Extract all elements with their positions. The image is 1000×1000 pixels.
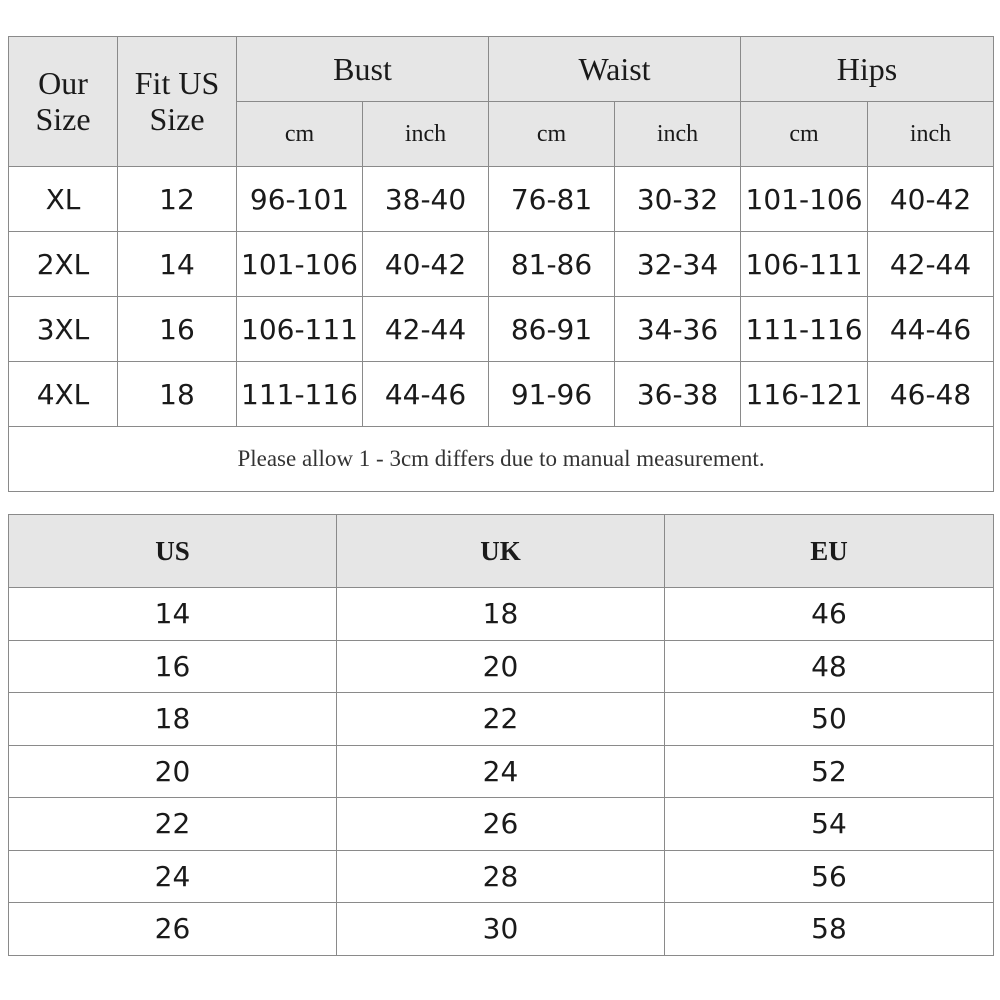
- cell-bust-cm: 106-111: [237, 297, 363, 362]
- cell-uk: 22: [337, 693, 665, 746]
- cell-eu: 56: [665, 850, 994, 903]
- cell-waist-cm: 86-91: [489, 297, 615, 362]
- cell-eu: 54: [665, 798, 994, 851]
- header-hips: Hips: [741, 37, 994, 102]
- cell-bust-inch: 40-42: [363, 232, 489, 297]
- unit-hips-inch: inch: [868, 102, 994, 167]
- cell-hips-inch: 40-42: [868, 167, 994, 232]
- cell-us: 20: [9, 745, 337, 798]
- cell-hips-inch: 46-48: [868, 362, 994, 427]
- size-conversion-table: [8, 514, 994, 956]
- header-eu: EU: [665, 515, 994, 588]
- cell-eu: 50: [665, 693, 994, 746]
- table-row: [9, 297, 994, 362]
- cell-bust-cm: 111-116: [237, 362, 363, 427]
- cell-us: 18: [9, 693, 337, 746]
- cell-our-size: 2XL: [9, 232, 118, 297]
- table-row: [9, 693, 994, 746]
- cell-us: 26: [9, 903, 337, 956]
- cell-uk: 28: [337, 850, 665, 903]
- unit-hips-cm: cm: [741, 102, 868, 167]
- cell-bust-inch: 42-44: [363, 297, 489, 362]
- cell-eu: 52: [665, 745, 994, 798]
- cell-our-size: XL: [9, 167, 118, 232]
- table-row: [9, 362, 994, 427]
- unit-bust-inch: inch: [363, 102, 489, 167]
- cell-uk: 18: [337, 588, 665, 641]
- cell-uk: 30: [337, 903, 665, 956]
- cell-hips-cm: 106-111: [741, 232, 868, 297]
- unit-waist-inch: inch: [615, 102, 741, 167]
- cell-hips-cm: 101-106: [741, 167, 868, 232]
- cell-fit-us-size: 18: [118, 362, 237, 427]
- cell-hips-inch: 42-44: [868, 232, 994, 297]
- header-our-size: Our Size: [9, 37, 118, 167]
- cell-our-size: 4XL: [9, 362, 118, 427]
- cell-eu: 58: [665, 903, 994, 956]
- unit-waist-cm: cm: [489, 102, 615, 167]
- cell-us: 16: [9, 640, 337, 693]
- cell-eu: 48: [665, 640, 994, 693]
- cell-uk: 26: [337, 798, 665, 851]
- header-us: US: [9, 515, 337, 588]
- cell-hips-inch: 44-46: [868, 297, 994, 362]
- cell-us: 24: [9, 850, 337, 903]
- cell-uk: 20: [337, 640, 665, 693]
- cell-bust-cm: 96-101: [237, 167, 363, 232]
- size-chart-table: [8, 36, 994, 492]
- header-uk: UK: [337, 515, 665, 588]
- table-row: [9, 167, 994, 232]
- cell-us: 22: [9, 798, 337, 851]
- measurement-note: Please allow 1 - 3cm differs due to manual measurement.: [9, 427, 994, 492]
- cell-bust-cm: 101-106: [237, 232, 363, 297]
- cell-fit-us-size: 12: [118, 167, 237, 232]
- cell-waist-inch: 34-36: [615, 297, 741, 362]
- cell-waist-inch: 30-32: [615, 167, 741, 232]
- cell-our-size: 3XL: [9, 297, 118, 362]
- header-bust: Bust: [237, 37, 489, 102]
- table-row: [9, 850, 994, 903]
- cell-uk: 24: [337, 745, 665, 798]
- cell-waist-inch: 32-34: [615, 232, 741, 297]
- cell-fit-us-size: 16: [118, 297, 237, 362]
- table-row: [9, 640, 994, 693]
- table-row: [9, 232, 994, 297]
- cell-waist-cm: 76-81: [489, 167, 615, 232]
- table-row: [9, 745, 994, 798]
- cell-fit-us-size: 14: [118, 232, 237, 297]
- cell-bust-inch: 44-46: [363, 362, 489, 427]
- header-fit-us-size: Fit US Size: [118, 37, 237, 167]
- header-waist: Waist: [489, 37, 741, 102]
- cell-hips-cm: 116-121: [741, 362, 868, 427]
- cell-waist-inch: 36-38: [615, 362, 741, 427]
- table-row: [9, 903, 994, 956]
- table-row: [9, 588, 994, 641]
- cell-waist-cm: 91-96: [489, 362, 615, 427]
- cell-us: 14: [9, 588, 337, 641]
- cell-bust-inch: 38-40: [363, 167, 489, 232]
- table-row: [9, 798, 994, 851]
- unit-bust-cm: cm: [237, 102, 363, 167]
- cell-hips-cm: 111-116: [741, 297, 868, 362]
- cell-eu: 46: [665, 588, 994, 641]
- cell-waist-cm: 81-86: [489, 232, 615, 297]
